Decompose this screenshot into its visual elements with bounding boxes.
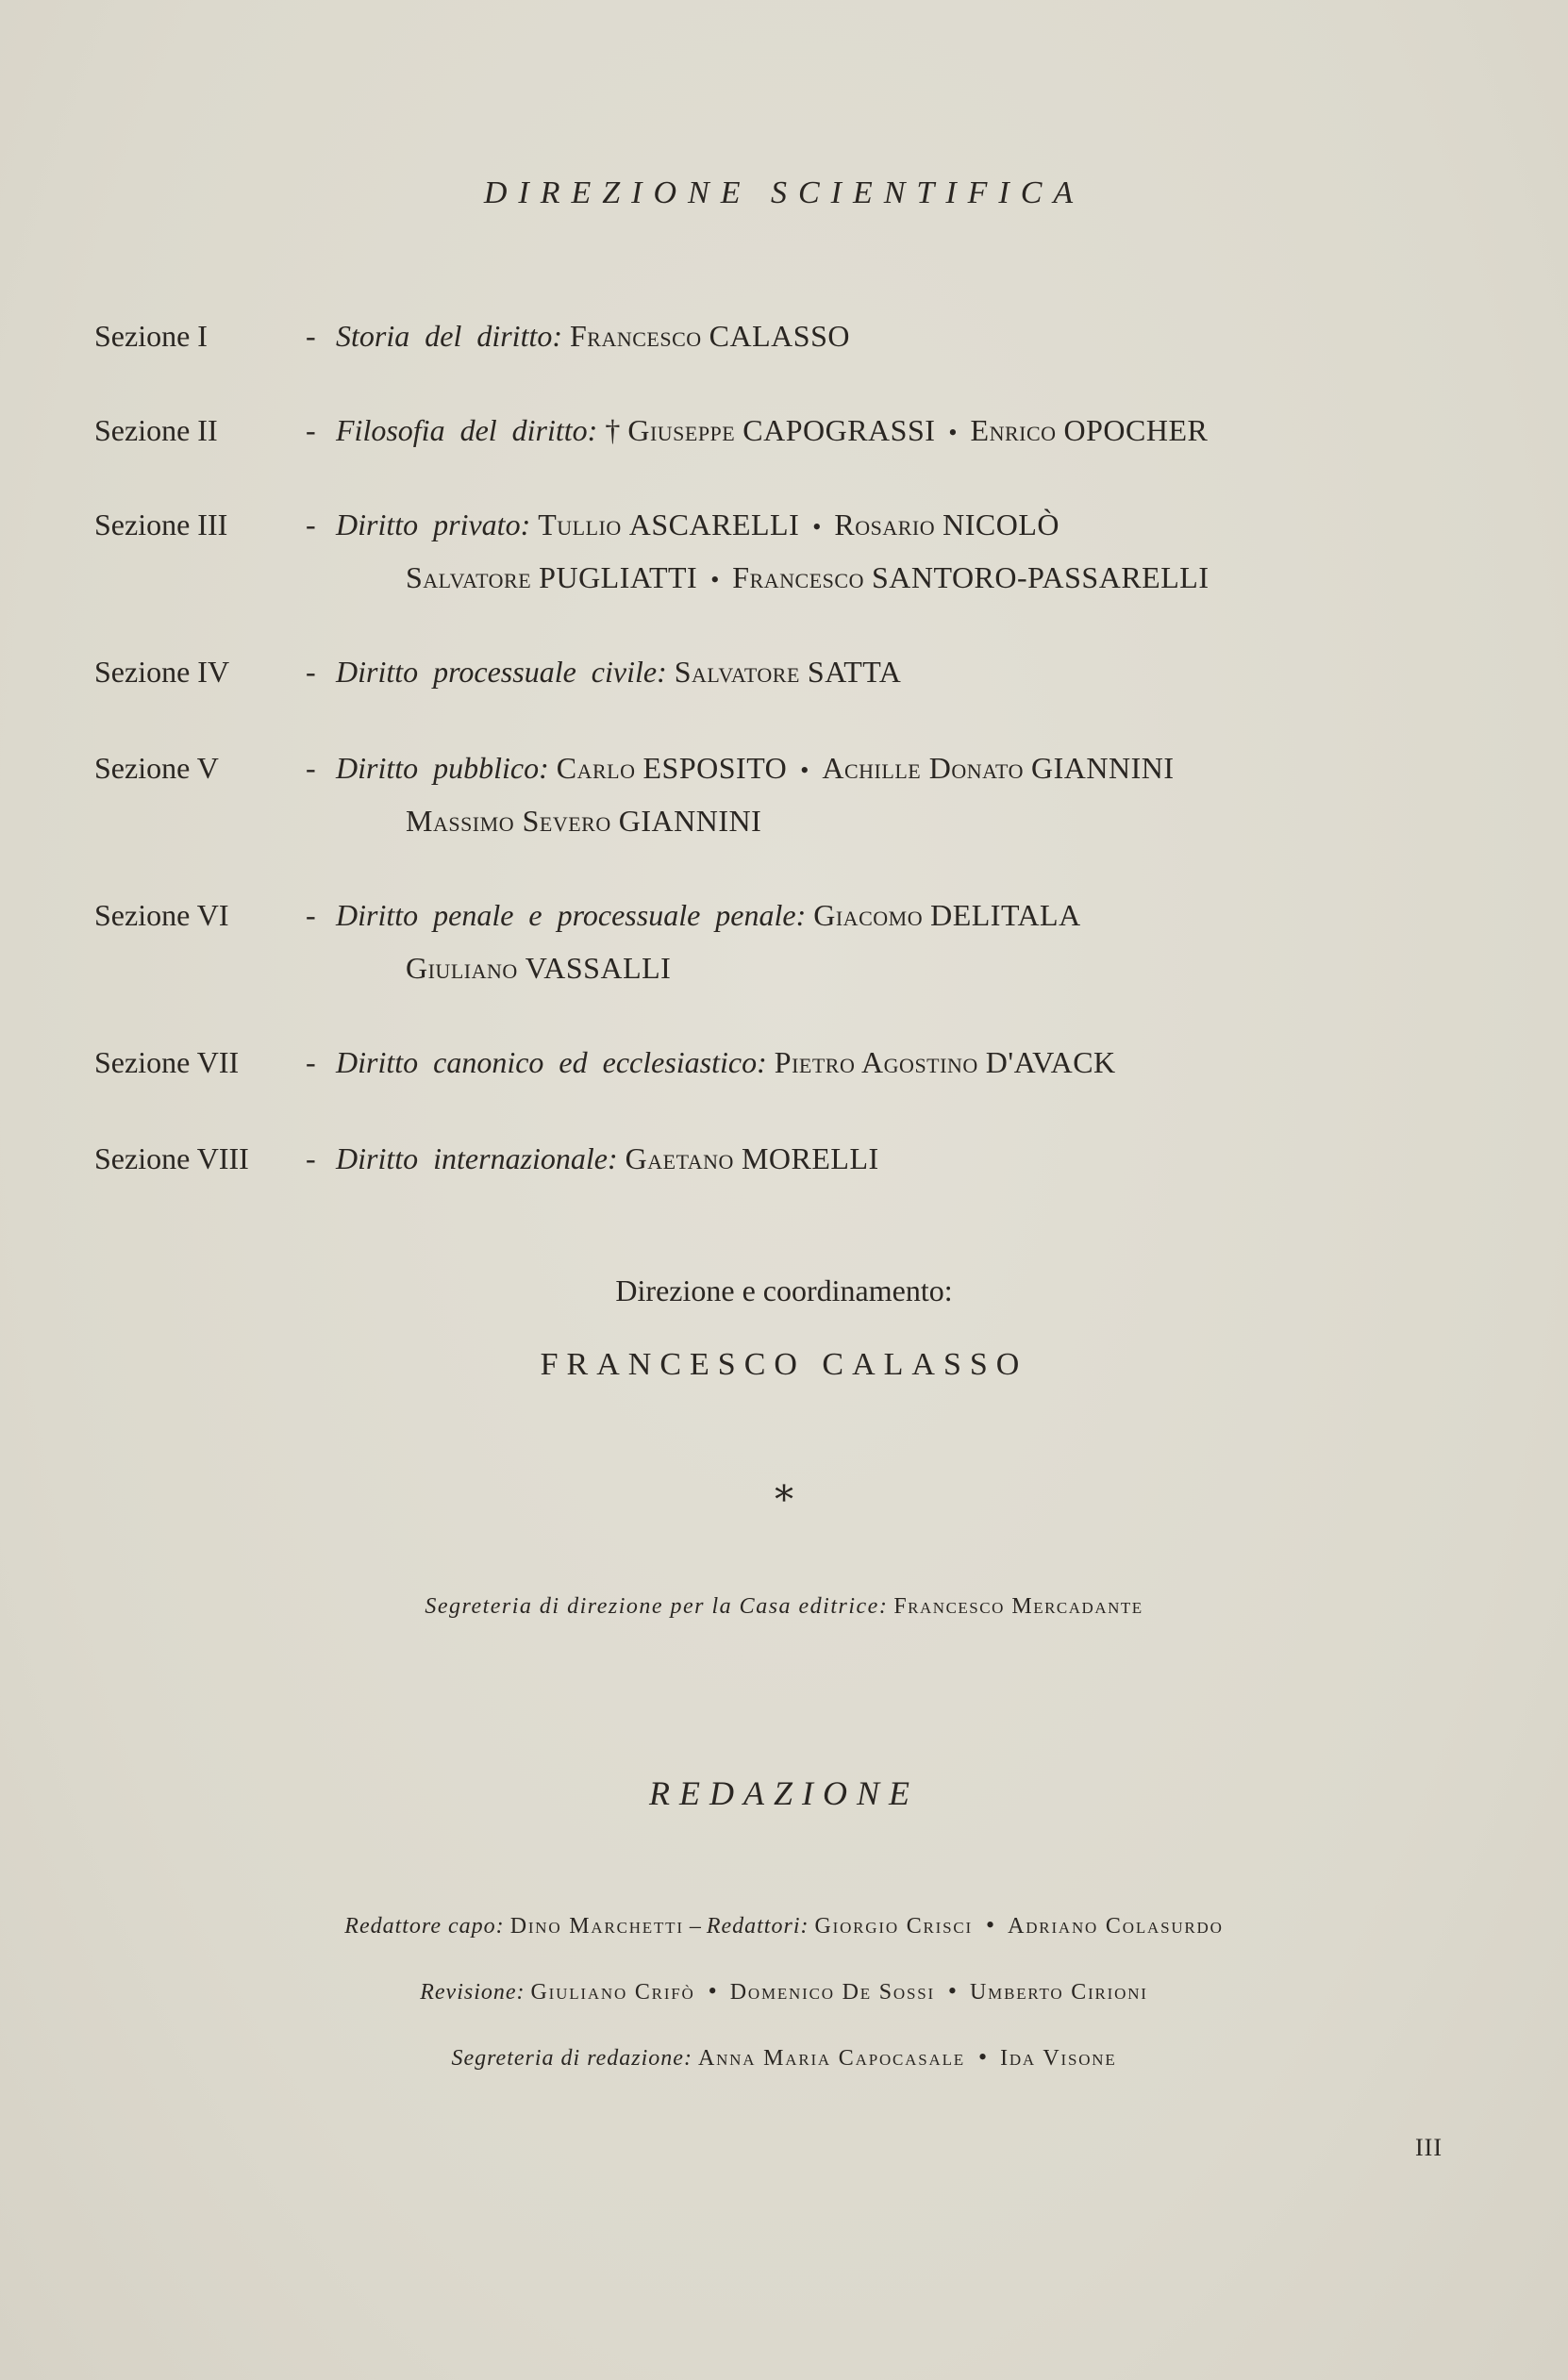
person-surname: NICOLÒ xyxy=(942,508,1059,541)
person-first-name: Carlo xyxy=(556,751,636,785)
person-first-name: Salvatore xyxy=(406,560,532,594)
publisher-secretary-name: Francesco Mercadante xyxy=(893,1594,1143,1619)
redazione-role-label: Segreteria di redazione: xyxy=(451,2046,692,2071)
section-line xyxy=(336,1132,1525,1185)
heading-direzione-scientifica: DIREZIONE SCIENTIFICA xyxy=(483,175,1085,210)
person-surname: PUGLIATTI xyxy=(539,560,698,594)
redazione-person-name: Giuliano Crifò xyxy=(530,1980,695,2005)
redazione-line xyxy=(0,1911,1568,1939)
redazione-role-label: Redattori: xyxy=(706,1914,809,1939)
section-label: Sezione II xyxy=(94,413,218,447)
section-label: Sezione VIII xyxy=(94,1141,249,1175)
section-line xyxy=(336,551,1525,604)
person-surname: GIANNINI xyxy=(618,804,762,838)
section-label: Sezione V xyxy=(94,751,219,785)
section-line xyxy=(336,794,1525,847)
person-surname: CALASSO xyxy=(709,319,850,353)
person-first-name: Enrico xyxy=(970,413,1057,447)
bullet-separator-icon: • xyxy=(800,757,809,784)
section-line xyxy=(336,404,1525,457)
person-first-name: Massimo Severo xyxy=(406,804,611,838)
redazione-person-name: Dino Marchetti xyxy=(509,1914,684,1939)
section-body xyxy=(336,498,1525,604)
person-surname: SATTA xyxy=(807,655,902,689)
section-label: Sezione IV xyxy=(94,655,230,689)
redazione-line xyxy=(0,1977,1568,2006)
section-label: Sezione III xyxy=(94,508,228,541)
section-subject: Diritto penale e processuale penale: xyxy=(336,898,807,932)
person-first-name: Rosario xyxy=(834,508,936,541)
redazione-line xyxy=(0,2043,1568,2072)
person-first-name: Tullio xyxy=(538,508,622,541)
section-body xyxy=(336,741,1525,847)
section-body xyxy=(336,404,1525,457)
section-subject: Storia del diritto: xyxy=(336,319,562,353)
section-dash: - xyxy=(306,413,316,447)
bullet-separator-icon: • xyxy=(985,1911,995,1939)
person-first-name: Francesco xyxy=(570,319,702,353)
section-dash: - xyxy=(306,751,316,785)
redazione-person-name: Domenico De Sossi xyxy=(729,1980,935,2005)
heading-redazione: REDAZIONE xyxy=(649,1774,919,1812)
bullet-separator-icon: • xyxy=(947,1977,958,2005)
coordination-label: Direzione e coordinamento: xyxy=(615,1273,953,1307)
person-first-name: Giacomo xyxy=(813,898,924,932)
person-first-name: Francesco xyxy=(732,560,864,594)
section-subject: Diritto pubblico: xyxy=(336,751,549,785)
section-dash: - xyxy=(306,655,316,689)
bullet-separator-icon: • xyxy=(977,2043,988,2071)
section-body xyxy=(336,889,1525,994)
section-label: Sezione VII xyxy=(94,1045,240,1079)
redazione-role-label: Revisione: xyxy=(420,1980,525,2005)
section-line xyxy=(336,1036,1525,1089)
deceased-dagger-icon: † xyxy=(605,413,621,447)
section-subject: Diritto canonico ed ecclesiastico: xyxy=(336,1045,767,1079)
redazione-person-name: Ida Visone xyxy=(1000,2046,1117,2071)
bullet-separator-icon: • xyxy=(710,566,720,593)
publisher-secretary-label: Segreteria di direzione per la Casa editrice: xyxy=(425,1594,889,1619)
section-label: Sezione VI xyxy=(94,898,229,932)
redazione-person-name: Adriano Colasurdo xyxy=(1008,1914,1224,1939)
section-body xyxy=(336,1036,1525,1089)
section-body xyxy=(336,309,1525,362)
section-line xyxy=(336,498,1525,551)
person-surname: SANTORO-PASSARELLI xyxy=(871,560,1209,594)
section-line xyxy=(336,741,1525,794)
section-body xyxy=(336,1132,1525,1185)
section-line xyxy=(336,889,1525,941)
section-dash: - xyxy=(306,1045,316,1079)
person-first-name: Giuliano xyxy=(406,951,518,985)
person-surname: CAPOGRASSI xyxy=(742,413,936,447)
person-first-name: Gaetano xyxy=(625,1141,734,1175)
en-dash-separator: – xyxy=(689,1914,701,1939)
bullet-separator-icon: • xyxy=(948,419,958,446)
page-number: III xyxy=(1415,2134,1443,2161)
person-surname: GIANNINI xyxy=(1030,751,1175,785)
bullet-separator-icon: • xyxy=(708,1977,717,2005)
bullet-separator-icon: • xyxy=(812,513,822,541)
section-subject: Filosofia del diritto: xyxy=(336,413,598,447)
section-label: Sezione I xyxy=(94,319,208,353)
section-subject: Diritto privato: xyxy=(336,508,531,541)
section-dash: - xyxy=(306,898,316,932)
publisher-secretary-line xyxy=(0,1594,1568,1620)
person-surname: D'AVACK xyxy=(985,1045,1116,1079)
section-line xyxy=(336,645,1525,698)
person-first-name: Pietro Agostino xyxy=(774,1045,978,1079)
redazione-role-label: Redattore capo: xyxy=(344,1914,505,1939)
redazione-person-name: Umberto Cirioni xyxy=(970,1980,1148,2005)
redazione-person-name: Anna Maria Capocasale xyxy=(697,2046,965,2071)
person-first-name: Giuseppe xyxy=(627,413,736,447)
person-surname: DELITALA xyxy=(930,898,1081,932)
section-subject: Diritto processuale civile: xyxy=(336,655,667,689)
section-subject: Diritto internazionale: xyxy=(336,1141,618,1175)
person-surname: ESPOSITO xyxy=(642,751,788,785)
section-dash: - xyxy=(306,1141,316,1175)
person-surname: OPOCHER xyxy=(1063,413,1209,447)
coordination-name: FRANCESCO CALASSO xyxy=(540,1347,1028,1382)
section-line xyxy=(336,941,1525,994)
person-first-name: Achille Donato xyxy=(822,751,1024,785)
asterisk-ornament-icon: ∗ xyxy=(771,1471,797,1513)
section-line xyxy=(336,309,1525,362)
section-dash: - xyxy=(306,319,316,353)
person-surname: VASSALLI xyxy=(525,951,672,985)
person-surname: ASCARELLI xyxy=(628,508,800,541)
redazione-person-name: Giorgio Crisci xyxy=(814,1914,973,1939)
section-dash: - xyxy=(306,508,316,541)
person-surname: MORELLI xyxy=(741,1141,879,1175)
person-first-name: Salvatore xyxy=(674,655,800,689)
section-body xyxy=(336,645,1525,698)
